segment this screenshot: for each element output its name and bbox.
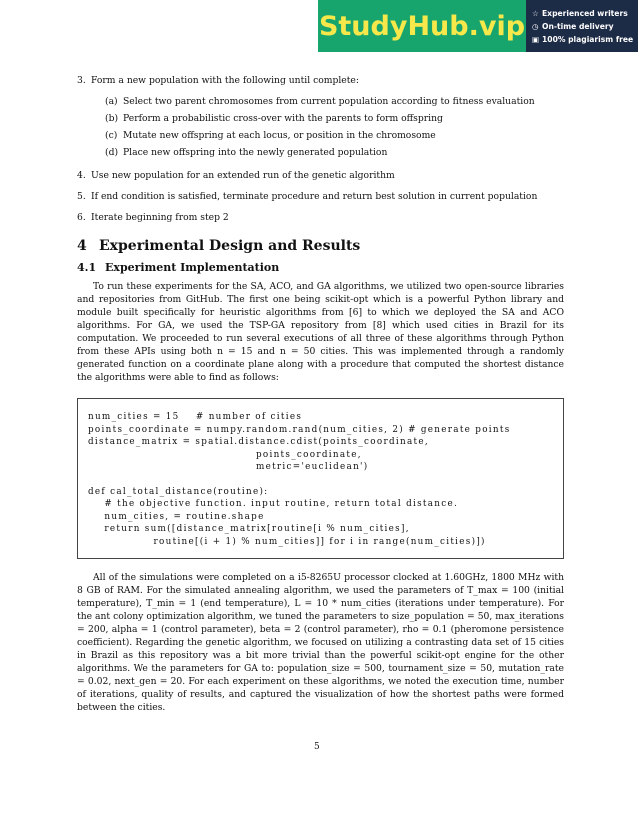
banner-feature [532,20,638,33]
substep-text: Place new offspring into the newly generated population [123,147,388,158]
code-line: # the objective function. input routine, return total distance. [88,499,459,509]
subsection-title: Experiment Implementation [105,261,280,274]
banner-features [526,7,638,46]
step-number: 4. [77,170,86,181]
code-line: metric='euclidean') [88,462,369,472]
paper-page [77,74,564,714]
code-line: num_cities = 15 # number of cities [88,412,303,422]
list-item [77,112,564,125]
body-paragraph: To run these experiments for the SA, ACO, and GA algorithms, we utilized two open-source libraries and repositories from GitHub. The first one being scikit-opt which is a powerful Python library and module built specifically for heuristic algorithms from [6] to which we deployed the SA and ACO algorithms. For GA, we used the TSP-GA repository from [8] which used cities in Brazil for its computation. We proceeded to run several executions of all three of these algorithms through Python from these APIs using both n = 15 and n = 50 cities. This was implemented through a randomly generated function on a coordinate plane along with a procedure that computed the shortest distance the algorithms were able to find as follows: [77,281,564,383]
step-number: 5. [77,191,86,202]
list-item [77,74,564,87]
substep-label: (b) [105,113,119,124]
subsection-heading [77,261,564,274]
page-number: 5 [314,742,320,752]
code-listing [77,398,564,559]
document-icon: ▣ [532,34,540,44]
list-item [77,211,564,224]
step-text: If end condition is satisfied, terminate procedure and return best solution in current population [91,191,538,202]
step-text: Use new population for an extended run of the genetic algorithm [91,170,395,181]
step-text: Iterate beginning from step 2 [91,212,229,223]
list-item [77,190,564,203]
code-blank-line [88,474,553,486]
subsection-number: 4.1 [77,261,97,274]
algorithm-steps [77,74,564,87]
studyhub-banner[interactable] [318,0,638,52]
substep-text: Mutate new offspring at each locus, or position in the chromosome [123,130,436,141]
section-number: 4 [77,238,87,254]
banner-feature-label: Experienced writers [542,8,628,18]
code-line: def cal_total_distance(routine): [88,486,269,497]
code-line: routine[(i + 1) % num_cities]] for i in range(num_cities)]) [88,536,486,547]
code-line: distance_matrix = spatial.distance.cdist(points_coordinate, [88,437,429,447]
list-item [77,169,564,182]
code-line: num_cities, = routine.shape [88,511,265,522]
step-number: 6. [77,212,86,223]
banner-feature [532,33,638,46]
step-number: 3. [77,75,86,86]
banner-feature [532,7,638,20]
list-item [77,129,564,142]
banner-feature-label: 100% plagiarism free [542,34,634,44]
star-icon: ☆ [532,8,539,18]
substep-label: (a) [105,96,118,107]
algorithm-steps-continued [77,169,564,224]
substep-text: Select two parent chromosomes from current population according to fitness evaluation [123,96,535,107]
body-paragraph: All of the simulations were completed on a i5-8265U processor clocked at 1.60GHz, 1800 MHz with 8 GB of RAM. For the simulated annealing algorithm, we used the parameters of T_max = 100 (initial temperature), T_min = 1 (end temperature), L = 10 * num_cities (iterations under temperature). For the ant colony optimization algorithm, we tuned the parameters to size_population = 50, max_iterations = 200, alpha = 1 (control parameter), beta = 2 (control parameter), rho = 0.1 (pheromone persistence coefficient). Regarding the genetic algorithm, we focused on utilizing a contrasting data set of 15 cities in Brazil as this repository was a bit more trivial than the powerful scikit-opt engine for the other algorithms. We the parameters for GA to: population_size = 500, tournament_size = 50, mutation_rate = 0.02, next_gen = 20. For each experiment on these algorithms, we noted the execution time, number of iterations, quality of results, and captured the visualization of how the shortest paths were formed between the cities. [77,572,564,713]
code-line: points_coordinate = numpy.random.rand(num_cities, 2) # generate points [88,424,511,435]
step-text: Form a new population with the following until complete: [91,75,359,86]
studyhub-logo[interactable]: StudyHub.vip [318,0,526,52]
code-line: points_coordinate, [88,449,362,460]
section-heading [77,240,564,253]
list-item [77,95,564,108]
substep-label: (d) [105,147,119,158]
substep-label: (c) [105,130,118,141]
list-item [77,146,564,159]
banner-feature-label: On-time delivery [542,21,614,31]
substep-text: Perform a probabilistic cross-over with the parents to form offspring [123,113,443,124]
section-title: Experimental Design and Results [99,238,361,254]
clock-icon: ◷ [532,21,539,31]
code-line: return sum([distance_matrix[routine[i % num_cities], [88,524,410,534]
